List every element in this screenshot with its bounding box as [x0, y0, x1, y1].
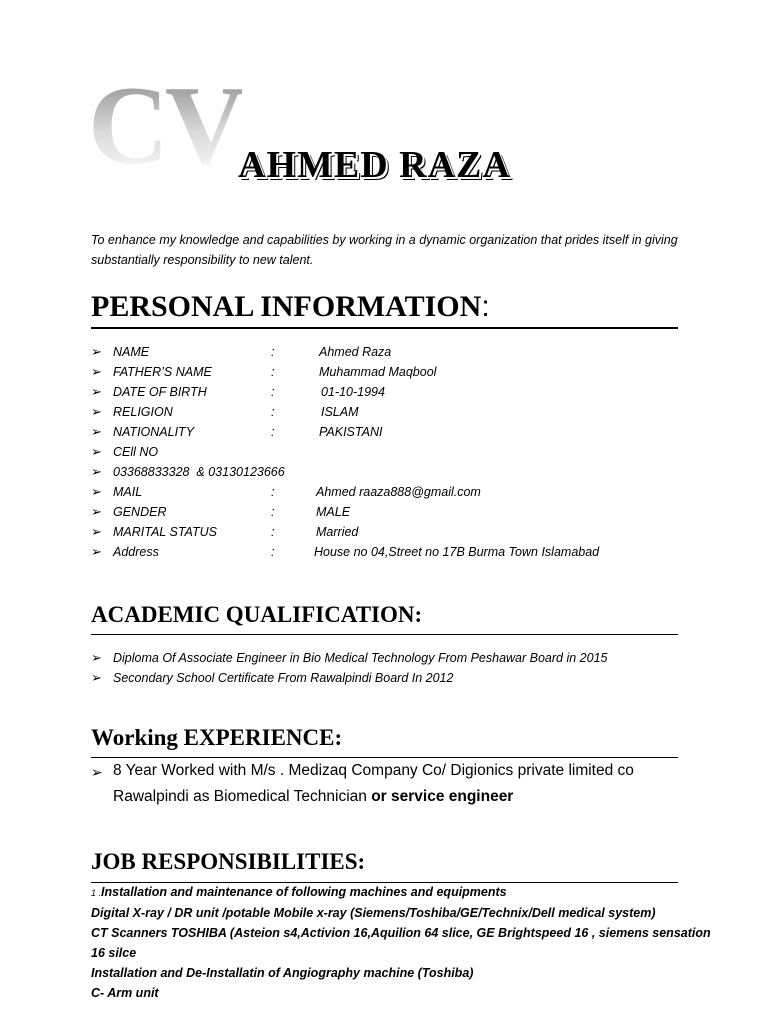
arrow-bullet-icon: ➢ [91, 404, 102, 419]
field-colon: : [271, 525, 275, 539]
jobs-heading-text: JOB RESPONSIBILITIES [91, 849, 358, 874]
field-label: FATHER’S NAME [113, 365, 212, 379]
field-label: GENDER [113, 505, 167, 519]
jobs-line: 16 silce [91, 946, 137, 960]
personal-info-rule [91, 327, 678, 329]
field-colon: : [271, 385, 275, 399]
field-label: CEll NO [113, 445, 159, 459]
arrow-bullet-icon: ➢ [91, 764, 103, 780]
field-value: Ahmed Raza [319, 345, 392, 359]
field-label: RELIGION [113, 405, 173, 419]
field-label: DATE OF BIRTH [113, 385, 207, 399]
arrow-bullet-icon: ➢ [91, 484, 102, 499]
jobs-number: 1 . [91, 888, 102, 898]
arrow-bullet-icon: ➢ [91, 384, 102, 399]
academic-heading-text: ACADEMIC QUALIFICATION [91, 602, 415, 627]
arrow-bullet-icon: ➢ [91, 650, 102, 665]
jobs-heading [91, 849, 365, 875]
field-value: ISLAM [321, 405, 359, 419]
personal-info-heading-colon: : [481, 290, 490, 323]
objective-text: To enhance my knowledge and capabilities by working in a dynamic organization that prides itself in giving substantially responsibility to new talent. [91, 233, 678, 267]
experience-line-2 [113, 784, 513, 810]
jobs-heading-colon: : [357, 849, 366, 874]
jobs-line: CT Scanners TOSHIBA (Asteion s4,Activion 16,Aquilion 64 slice, GE Brightspeed 16 , siemens sensation [91, 926, 711, 940]
field-colon: : [271, 365, 275, 379]
arrow-bullet-icon: ➢ [91, 364, 102, 379]
academic-heading [91, 602, 422, 628]
field-colon: : [271, 345, 275, 359]
cv-logo: CV [88, 64, 242, 188]
experience-line-2-text: Rawalpindi as Biomedical Technician [113, 788, 372, 805]
experience-line-2-bold: or service engineer [371, 788, 514, 805]
field-label: 03368833328 & 03130123666 [113, 465, 285, 479]
experience-line-1: 8 Year Worked with M/s . Medizaq Company Co/ Digionics private limited co [113, 762, 634, 779]
arrow-bullet-icon: ➢ [91, 544, 102, 559]
field-label: Address [113, 545, 159, 559]
field-value: 01-10-1994 [321, 385, 385, 399]
jobs-list [91, 882, 711, 1003]
field-colon: : [271, 485, 275, 499]
candidate-name: AHMED RAZA [238, 144, 511, 186]
field-label: MARITAL STATUS [113, 525, 217, 539]
jobs-line [91, 882, 681, 903]
arrow-bullet-icon: ➢ [91, 444, 102, 459]
experience-heading [91, 725, 342, 751]
field-value: MALE [316, 505, 351, 519]
arrow-bullet-icon: ➢ [91, 670, 102, 685]
academic-heading-colon: : [414, 602, 423, 627]
field-colon: : [271, 545, 275, 559]
personal-info-heading [91, 290, 490, 324]
arrow-bullet-icon: ➢ [91, 504, 102, 519]
personal-info-heading-text: PERSONAL INFORMATION [91, 290, 482, 323]
field-value: Ahmed raaza888@gmail.com [316, 485, 481, 499]
jobs-line-text: Installation and maintenance of following machines and equipments [101, 885, 507, 899]
experience-heading-colon: : [334, 725, 343, 750]
jobs-line: Digital X-ray / DR unit /potable Mobile x-ray (Siemens/Toshiba/GE/Technix/Dell medical system) [91, 906, 656, 920]
field-label: MAIL [113, 485, 143, 499]
arrow-bullet-icon: ➢ [91, 424, 102, 439]
academic-item-text: Secondary School Certificate From Rawalpindi Board In 2012 [113, 671, 454, 685]
academic-rule [91, 634, 678, 635]
arrow-bullet-icon: ➢ [91, 524, 102, 539]
field-value: Muhammad Maqbool [319, 365, 437, 379]
arrow-bullet-icon: ➢ [91, 344, 102, 359]
field-value: House no 04,Street no 17B Burma Town Islamabad [314, 545, 600, 559]
field-value: Married [316, 525, 359, 539]
field-colon: : [271, 405, 275, 419]
experience-heading-text: Working EXPERIENCE [91, 725, 335, 750]
field-colon: : [271, 505, 275, 519]
arrow-bullet-icon: ➢ [91, 464, 102, 479]
field-colon: : [271, 425, 275, 439]
jobs-line: C- Arm unit [91, 986, 159, 1000]
jobs-line: Installation and De-Installatin of Angiography machine (Toshiba) [91, 966, 474, 980]
academic-item-text: Diploma Of Associate Engineer in Bio Medical Technology From Peshawar Board in 2015 [113, 651, 608, 665]
field-label: NATIONALITY [113, 425, 195, 439]
field-label: NAME [113, 345, 150, 359]
field-value: PAKISTANI [319, 425, 383, 439]
